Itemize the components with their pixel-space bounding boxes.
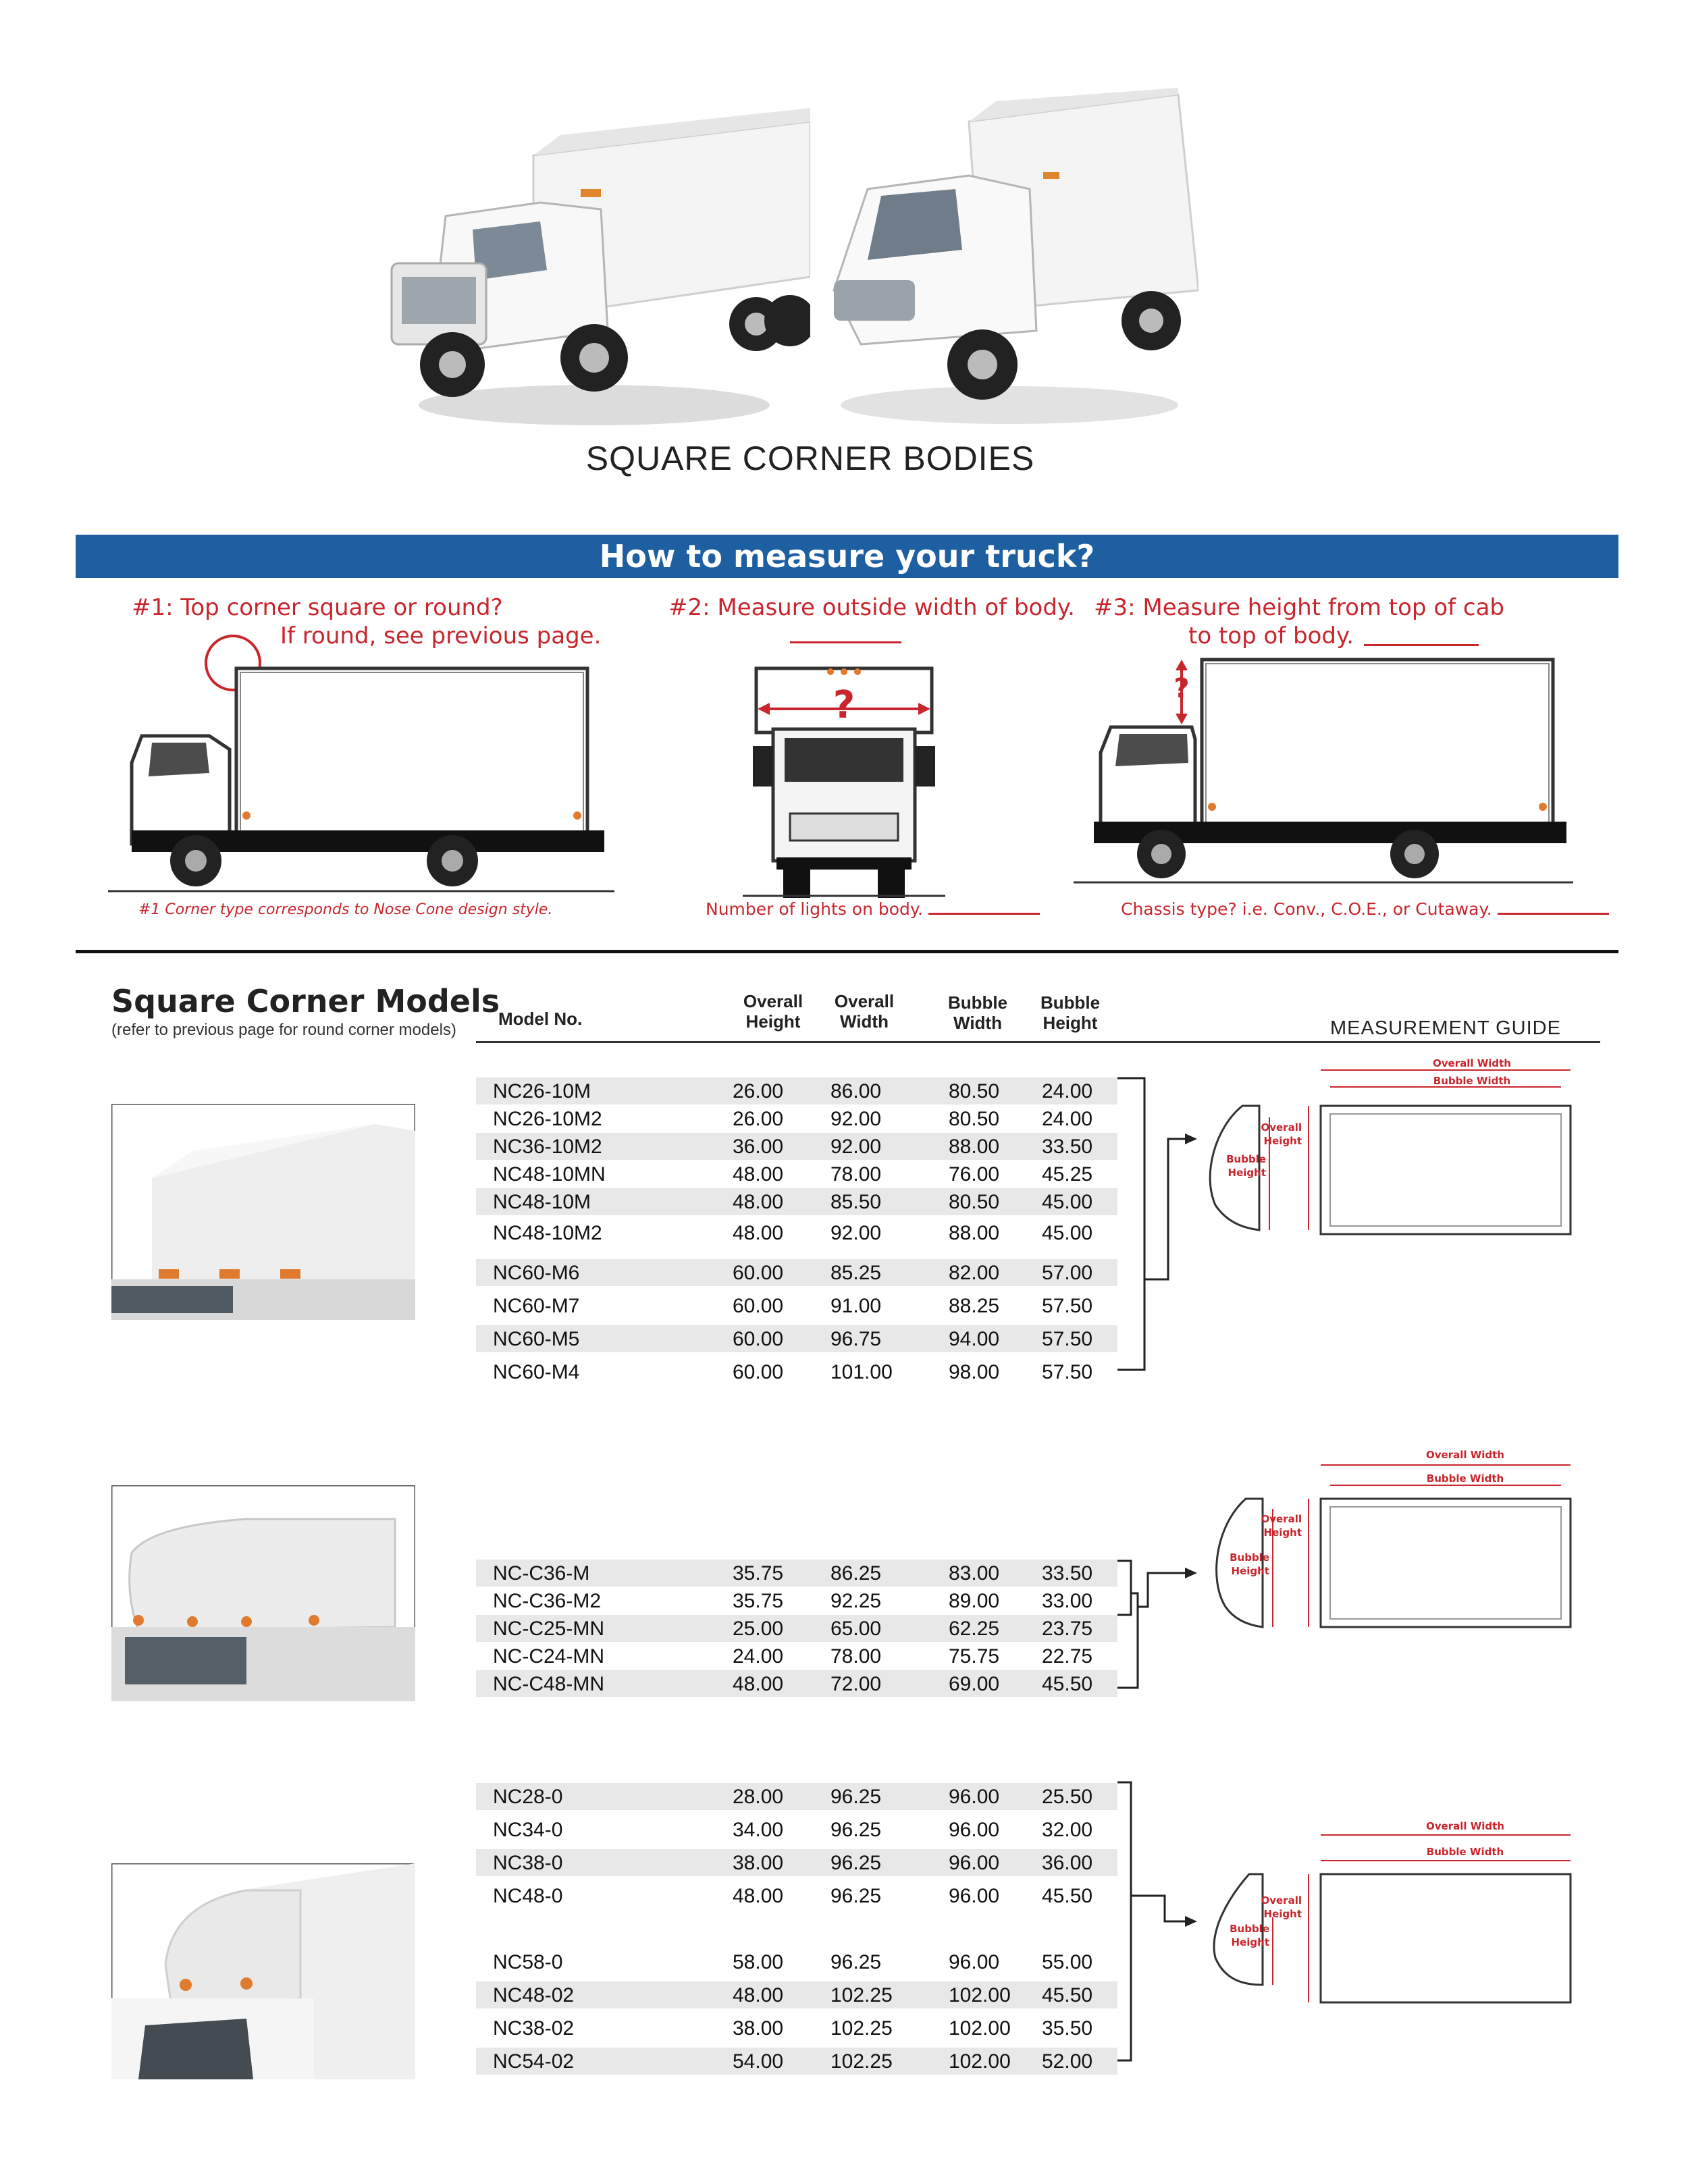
cell-model: NC26-10M <box>493 1080 591 1102</box>
cell-overall-height: 60.00 <box>733 1262 784 1284</box>
table-row <box>476 1981 1117 2008</box>
cell-bubble-height: 45.00 <box>1042 1191 1093 1213</box>
cell-bubble-width: 80.50 <box>949 1108 1000 1130</box>
cell-overall-width: 78.00 <box>830 1645 882 1668</box>
cell-bubble-width: 102.00 <box>949 2017 1011 2040</box>
cell-model: NC-C48-MN <box>493 1673 604 1695</box>
cell-bubble-width: 96.00 <box>949 1819 1000 1841</box>
cell-overall-width: 78.00 <box>830 1163 882 1186</box>
step1-line2: If round, see previous page. <box>280 622 602 649</box>
height-question-mark: ? <box>1173 673 1190 704</box>
header-overall-width-2: Width <box>840 1011 889 1032</box>
cell-bubble-width: 88.00 <box>949 1136 1000 1158</box>
cell-bubble-width: 80.50 <box>949 1191 1000 1213</box>
table-row <box>476 1948 1117 1975</box>
cell-bubble-height: 25.50 <box>1042 1786 1093 1808</box>
hero-truck-photo-right <box>820 88 1198 439</box>
table-row <box>476 1259 1117 1286</box>
note-chassis-label: Chassis type? i.e. Conv., C.O.E., or Cutaway. <box>1121 899 1492 919</box>
guide3-bubble-height-2: Height <box>1231 1936 1269 1948</box>
group1-bracket <box>1117 1077 1198 1374</box>
cell-overall-height: 48.00 <box>733 1673 784 1695</box>
cell-bubble-width: 102.00 <box>949 1984 1011 2006</box>
cell-model: NC60-M4 <box>493 1361 580 1383</box>
cell-overall-width: 101.00 <box>830 1361 893 1383</box>
cell-model: NC48-10M <box>493 1191 591 1213</box>
cell-bubble-height: 36.00 <box>1042 1852 1093 1874</box>
cell-overall-width: 102.25 <box>830 2017 893 2040</box>
cell-model: NC60-M7 <box>493 1295 580 1317</box>
cell-overall-height: 48.00 <box>733 1984 784 2006</box>
header-bubble-height-1: Bubble <box>1040 992 1101 1013</box>
diagram-side-view-height <box>1074 651 1573 898</box>
models-subtitle: (refer to previous page for round corner models) <box>111 1021 456 1039</box>
step1-line1: #1: Top corner square or round? <box>132 594 503 621</box>
cell-bubble-height: 24.00 <box>1042 1108 1093 1130</box>
cell-model: NC36-10M2 <box>493 1136 602 1158</box>
cell-model: NC26-10M2 <box>493 1108 602 1130</box>
cell-overall-width: 86.00 <box>830 1080 882 1102</box>
cell-bubble-height: 45.00 <box>1042 1222 1093 1244</box>
cell-overall-width: 96.25 <box>830 1819 882 1841</box>
table-row <box>476 1643 1117 1670</box>
step2-blank <box>790 641 901 643</box>
cell-bubble-height: 55.00 <box>1042 1951 1093 1973</box>
diagram-side-view-corner <box>101 628 614 898</box>
cell-overall-height: 38.00 <box>733 2017 784 2040</box>
table-row <box>476 1077 1117 1104</box>
cell-model: NC60-M5 <box>493 1328 580 1350</box>
cell-overall-width: 92.00 <box>830 1136 882 1158</box>
cell-bubble-width: 88.25 <box>949 1295 1000 1317</box>
cell-model: NC48-10MN <box>493 1163 606 1186</box>
guide3-bubble-width-label: Bubble Width <box>1426 1846 1504 1858</box>
guide1-bubble-height-2: Height <box>1228 1167 1266 1179</box>
cell-overall-height: 60.00 <box>733 1328 784 1350</box>
header-bubble-height <box>1030 992 1111 1033</box>
cell-overall-width: 85.25 <box>830 1262 882 1284</box>
group3-bracket <box>1117 1781 1198 2078</box>
guide1-bubble-width-label: Bubble Width <box>1433 1075 1511 1087</box>
hero-title: SQUARE CORNER BODIES <box>585 440 1035 477</box>
header-bubble-width <box>937 992 1018 1033</box>
cell-overall-width: 92.00 <box>830 1222 882 1244</box>
guide2-bubble-height-2: Height <box>1231 1565 1269 1577</box>
guide2-overall-height-1: Overall <box>1261 1513 1302 1525</box>
models-title: Square Corner Models <box>111 983 500 1019</box>
cell-overall-height: 36.00 <box>733 1136 784 1158</box>
cell-overall-width: 92.25 <box>830 1590 882 1612</box>
header-overall-height-1: Overall <box>743 991 803 1011</box>
step3-blank <box>1364 644 1479 646</box>
cell-bubble-width: 82.00 <box>949 1262 1000 1284</box>
cell-overall-height: 48.00 <box>733 1885 784 1907</box>
header-overall-height-2: Height <box>745 1011 801 1032</box>
cell-bubble-width: 88.00 <box>949 1222 1000 1244</box>
cell-model: NC48-0 <box>493 1885 563 1907</box>
cell-bubble-width: 89.00 <box>949 1590 1000 1612</box>
cell-overall-height: 38.00 <box>733 1852 784 1874</box>
cell-overall-width: 65.00 <box>830 1618 882 1640</box>
cell-bubble-height: 33.00 <box>1042 1590 1093 1612</box>
guide3-bubble-height-1: Bubble <box>1230 1923 1269 1935</box>
cell-overall-height: 48.00 <box>733 1163 784 1186</box>
cell-model: NC34-0 <box>493 1819 563 1841</box>
cell-model: NC-C36-M <box>493 1562 590 1584</box>
banner-title: How to measure your truck? <box>599 538 1095 575</box>
guide1-overall-width-label: Overall Width <box>1432 1057 1512 1069</box>
cell-bubble-height: 33.50 <box>1042 1136 1093 1158</box>
cell-overall-width: 85.50 <box>830 1191 882 1213</box>
cell-overall-height: 35.75 <box>733 1590 784 1612</box>
cell-bubble-height: 57.50 <box>1042 1328 1093 1350</box>
group2-bracket <box>1117 1560 1198 1695</box>
header-bubble-width-2: Width <box>953 1013 1002 1033</box>
cell-bubble-height: 52.00 <box>1042 2050 1093 2073</box>
width-question-mark: ? <box>833 683 855 727</box>
cell-bubble-width: 96.00 <box>949 1951 1000 1973</box>
table-row <box>476 1105 1117 1132</box>
cell-bubble-width: 98.00 <box>949 1361 1000 1383</box>
table-row <box>476 1670 1117 1697</box>
table-row <box>476 1188 1117 1215</box>
cell-bubble-width: 102.00 <box>949 2050 1011 2073</box>
table-row <box>476 1325 1117 1352</box>
cell-model: NC-C36-M2 <box>493 1590 602 1612</box>
table-row <box>476 2048 1117 2075</box>
cell-bubble-height: 57.00 <box>1042 1262 1093 1284</box>
cell-bubble-width: 76.00 <box>949 1163 1000 1186</box>
note-corner-type: #1 Corner type corresponds to Nose Cone design style. <box>138 901 553 918</box>
cell-overall-height: 28.00 <box>733 1786 784 1808</box>
guide2-diagram <box>1188 1445 1580 1641</box>
measurement-guide-label: MEASUREMENT GUIDE <box>1330 1017 1561 1039</box>
guide2-bubble-width-label: Bubble Width <box>1426 1472 1504 1485</box>
cell-overall-width: 86.25 <box>830 1562 882 1584</box>
cell-bubble-width: 62.25 <box>949 1618 1000 1640</box>
table-row <box>476 1133 1117 1160</box>
guide2-bubble-height-1: Bubble <box>1230 1551 1269 1564</box>
cell-overall-height: 24.00 <box>733 1645 784 1668</box>
guide1-overall-height-1: Overall <box>1261 1121 1302 1134</box>
cell-overall-width: 96.25 <box>830 1885 882 1907</box>
cell-bubble-width: 94.00 <box>949 1328 1000 1350</box>
cell-model: NC38-02 <box>493 2017 575 2040</box>
cell-overall-height: 60.00 <box>733 1295 784 1317</box>
guide3-overall-height-2: Height <box>1263 1908 1302 1920</box>
guide2-overall-width-label: Overall Width <box>1425 1449 1505 1461</box>
cell-overall-height: 35.75 <box>733 1562 784 1584</box>
cell-model: NC48-10M2 <box>493 1222 602 1244</box>
diagram-front-view-width <box>743 658 945 898</box>
cell-overall-height: 54.00 <box>733 2050 784 2073</box>
table-row <box>476 1587 1117 1614</box>
cell-bubble-width: 96.00 <box>949 1852 1000 1874</box>
cell-model: NC38-0 <box>493 1852 563 1874</box>
table-row <box>476 1615 1117 1642</box>
table-row <box>476 1783 1117 1810</box>
measure-banner <box>76 535 1618 578</box>
cell-model: NC58-0 <box>493 1951 563 1973</box>
header-overall-width-1: Overall <box>834 991 895 1011</box>
cell-overall-width: 91.00 <box>830 1295 882 1317</box>
cell-bubble-height: 45.50 <box>1042 1673 1093 1695</box>
guide1-overall-height-2: Height <box>1263 1135 1302 1147</box>
step3-line1: #3: Measure height from top of cab <box>1094 594 1505 621</box>
cell-model: NC28-0 <box>493 1786 563 1808</box>
cell-overall-height: 26.00 <box>733 1108 784 1130</box>
step3-line2: to top of body. <box>1188 622 1354 649</box>
note-lights-label: Number of lights on body. <box>706 899 924 919</box>
note-lights <box>706 899 1040 919</box>
table-row <box>476 1161 1117 1188</box>
cell-overall-width: 96.25 <box>830 1852 882 1874</box>
cell-overall-height: 60.00 <box>733 1361 784 1383</box>
cell-bubble-height: 45.50 <box>1042 1984 1093 2006</box>
lights-blank <box>928 913 1040 915</box>
header-overall-width <box>824 991 905 1032</box>
header-rule <box>476 1041 1600 1043</box>
step2-label: #2: Measure outside width of body. <box>668 594 1075 621</box>
guide3-diagram <box>1188 1816 1580 2012</box>
cell-bubble-width: 69.00 <box>949 1673 1000 1695</box>
cell-overall-width: 102.25 <box>830 2050 893 2073</box>
cell-bubble-height: 22.75 <box>1042 1645 1093 1668</box>
table-row <box>476 2015 1117 2042</box>
cell-bubble-height: 45.25 <box>1042 1163 1093 1186</box>
section-divider <box>76 950 1618 953</box>
cell-bubble-width: 75.75 <box>949 1645 1000 1668</box>
cell-overall-height: 26.00 <box>733 1080 784 1102</box>
guide2-overall-height-2: Height <box>1263 1526 1302 1539</box>
cell-model: NC54-02 <box>493 2050 575 2073</box>
table-row <box>476 1849 1117 1876</box>
cell-bubble-width: 80.50 <box>949 1080 1000 1102</box>
cell-bubble-height: 33.50 <box>1042 1562 1093 1584</box>
cell-overall-height: 48.00 <box>733 1222 784 1244</box>
cell-overall-height: 48.00 <box>733 1191 784 1213</box>
cell-bubble-width: 96.00 <box>949 1786 1000 1808</box>
table-row <box>476 1358 1117 1385</box>
cell-bubble-width: 83.00 <box>949 1562 1000 1584</box>
header-bubble-height-2: Height <box>1043 1013 1098 1033</box>
cell-bubble-height: 35.50 <box>1042 2017 1093 2040</box>
cell-bubble-height: 24.00 <box>1042 1080 1093 1102</box>
cell-overall-width: 96.75 <box>830 1328 882 1350</box>
chassis-blank <box>1498 913 1609 915</box>
group2-nosecone-photo <box>111 1485 415 1701</box>
cell-overall-height: 58.00 <box>733 1951 784 1973</box>
table-row <box>476 1292 1117 1319</box>
group1-nosecone-photo <box>111 1104 415 1320</box>
cell-bubble-height: 57.50 <box>1042 1361 1093 1383</box>
table-row <box>476 1816 1117 1843</box>
cell-overall-width: 96.25 <box>830 1951 882 1973</box>
cell-bubble-width: 96.00 <box>949 1885 1000 1907</box>
cell-overall-width: 96.25 <box>830 1786 882 1808</box>
table-row <box>476 1560 1117 1587</box>
cell-model: NC-C24-MN <box>493 1645 604 1668</box>
cell-model: NC48-02 <box>493 1984 575 2006</box>
guide1-bubble-height-1: Bubble <box>1226 1153 1266 1165</box>
header-model-no: Model No. <box>498 1009 583 1029</box>
cell-bubble-height: 45.50 <box>1042 1885 1093 1907</box>
group3-nosecone-photo <box>111 1863 415 2079</box>
cell-model: NC-C25-MN <box>493 1618 604 1640</box>
cell-overall-height: 25.00 <box>733 1618 784 1640</box>
note-chassis <box>1121 899 1609 919</box>
cell-bubble-height: 57.50 <box>1042 1295 1093 1317</box>
guide3-overall-height-1: Overall <box>1261 1894 1302 1907</box>
header-bubble-width-1: Bubble <box>947 992 1008 1013</box>
cell-overall-height: 34.00 <box>733 1819 784 1841</box>
table-row <box>476 1219 1117 1246</box>
guide3-overall-width-label: Overall Width <box>1425 1820 1505 1832</box>
cell-bubble-height: 32.00 <box>1042 1819 1093 1841</box>
cell-overall-width: 72.00 <box>830 1673 882 1695</box>
header-overall-height <box>733 991 814 1032</box>
cell-overall-width: 92.00 <box>830 1108 882 1130</box>
guide1-diagram <box>1188 1053 1580 1242</box>
cell-bubble-height: 23.75 <box>1042 1618 1093 1640</box>
cell-model: NC60-M6 <box>493 1262 580 1284</box>
hero-truck-photo-left <box>378 108 810 432</box>
cell-overall-width: 102.25 <box>830 1984 893 2006</box>
table-row <box>476 1882 1117 1909</box>
